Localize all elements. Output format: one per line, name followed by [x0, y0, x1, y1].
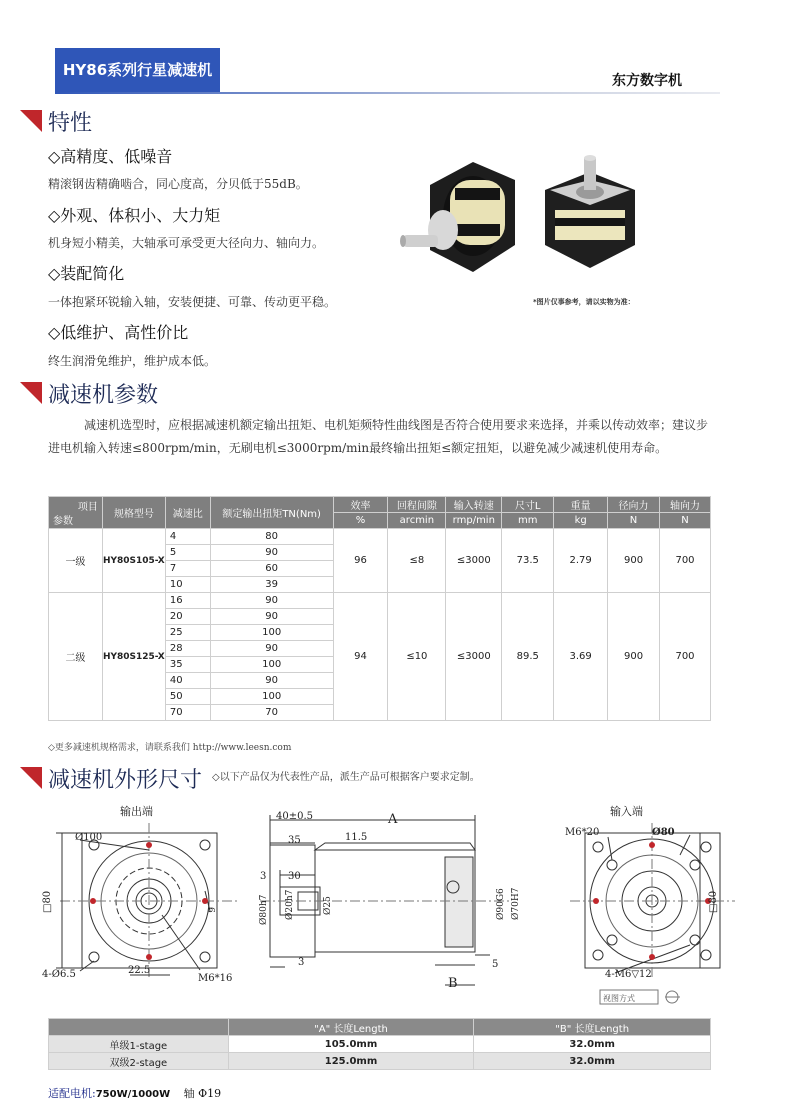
params-table	[48, 496, 711, 721]
length-cell: 73.5	[502, 529, 554, 593]
dim-B: B	[448, 976, 458, 991]
model-cell: HY80S125-X	[102, 593, 165, 721]
dim-3b: 3	[298, 957, 305, 968]
corner-cell	[49, 497, 103, 529]
dim-m6-16: M6*16	[198, 973, 233, 984]
length-b: 32.0mm	[474, 1053, 711, 1070]
backlash-cell: ≤10	[388, 593, 446, 721]
ratio-cell: 25	[165, 625, 210, 641]
motor-label: 适配电机:	[48, 1087, 96, 1100]
feature-desc-3: 一体抱紧环锐输入轴，安装便捷、可靠、传动更平稳。	[48, 295, 337, 309]
feature-desc-4: 终生润滑免维护，维护成本低。	[48, 354, 217, 368]
table-row	[49, 1053, 711, 1070]
unit-axial: N	[660, 513, 711, 529]
header-model: 规格型号	[102, 497, 165, 529]
length-header-b: "B" 长度Length	[474, 1019, 711, 1036]
features-heading: 特性	[48, 111, 93, 136]
length-cell: 89.5	[502, 593, 554, 721]
dim-22-5: 22.5	[128, 965, 151, 976]
dim-holes-in: 4-M6▽12	[605, 969, 652, 980]
dim-d80-in: Ø80	[652, 827, 675, 838]
header-backlash: 回程间隙	[388, 497, 446, 513]
axial-cell: 700	[660, 593, 711, 721]
stage-label: 单级1-stage	[49, 1036, 229, 1053]
feature-title-4: ◇低维护、高性价比	[48, 323, 189, 342]
shaft-label: 轴	[183, 1087, 195, 1100]
table-row	[49, 1036, 711, 1053]
radial-cell: 900	[608, 529, 660, 593]
more-specs-note: ◇更多减速机规格需求，请联系我们 http://www.leesn.com	[48, 743, 292, 753]
unit-efficiency: %	[333, 513, 388, 529]
torque-cell: 100	[210, 625, 333, 641]
section-marker	[20, 767, 42, 789]
output-end-label: 输出端	[120, 805, 153, 818]
ratio-cell: 40	[165, 673, 210, 689]
feature-title-3: ◇装配简化	[48, 264, 125, 283]
params-heading: 减速机参数	[48, 383, 159, 408]
ratio-cell: 7	[165, 561, 210, 577]
table-row	[49, 529, 711, 545]
dim-30: 30	[288, 871, 301, 882]
section-marker	[20, 382, 42, 404]
efficiency-cell: 94	[333, 593, 388, 721]
ratio-cell: 5	[165, 545, 210, 561]
params-intro: 减速机选型时，应根据减速机额定输出扭矩、电机矩频特性曲线图是否符合使用要求来选择，并乘以传动效率；建议步进电机输入转速≤800rpm/min，无刷电机≤3000rpm/min最终输出扭矩≤额定扭矩，以避免减少减速机使用寿命。	[48, 418, 709, 455]
torque-cell: 60	[210, 561, 333, 577]
torque-cell: 100	[210, 689, 333, 705]
feature-title-1: ◇高精度、低噪音	[48, 147, 173, 166]
torque-cell: 90	[210, 545, 333, 561]
series-title: HY86系列行星减速机	[55, 48, 220, 92]
dim-40: 40±0.5	[276, 811, 314, 822]
weight-cell: 3.69	[554, 593, 608, 721]
header-ratio: 减速比	[165, 497, 210, 529]
unit-radial: N	[608, 513, 660, 529]
dim-6: 6	[205, 907, 215, 913]
torque-cell: 90	[210, 641, 333, 657]
input-end-label: 输入端	[610, 805, 643, 818]
header-rule	[55, 92, 720, 94]
unit-backlash: arcmin	[388, 513, 446, 529]
brand-name: 东方数字机	[612, 73, 682, 89]
dim-sq80: □80	[42, 890, 53, 913]
weight-cell: 2.79	[554, 529, 608, 593]
torque-cell: 70	[210, 705, 333, 721]
torque-cell: 80	[210, 529, 333, 545]
dim-25: Ø25	[323, 896, 333, 915]
model-cell: HY80S105-X	[102, 529, 165, 593]
unit-length: mm	[502, 513, 554, 529]
product-photo	[395, 150, 645, 295]
dim-5: 5	[492, 959, 499, 970]
ratio-cell: 28	[165, 641, 210, 657]
dims-note: ◇以下产品仅为代表性产品，派生产品可根据客户要求定制。	[212, 772, 480, 783]
header-axial: 轴向力	[660, 497, 711, 513]
dim-holes-out: 4-Ø6.5	[42, 969, 76, 980]
length-header-blank	[49, 1019, 229, 1036]
view-style-label: 视图方式	[603, 994, 635, 1003]
shaft-value: Φ19	[198, 1087, 222, 1100]
dimension-drawing	[40, 795, 760, 1010]
corner-bottom: 参数	[53, 516, 73, 527]
dim-80h7: Ø80h7	[259, 894, 269, 925]
stage-label: 双级2-stage	[49, 1053, 229, 1070]
torque-cell: 39	[210, 577, 333, 593]
unit-speed: rmp/min	[446, 513, 502, 529]
dim-d100: Ø100	[75, 832, 103, 843]
stage-cell: 一级	[49, 529, 103, 593]
torque-cell: 90	[210, 673, 333, 689]
header-weight: 重量	[554, 497, 608, 513]
header-efficiency: 效率	[333, 497, 388, 513]
length-b: 32.0mm	[474, 1036, 711, 1053]
dim-20h7: Ø20h7	[285, 889, 295, 920]
feature-title-2: ◇外观、体积小、大力矩	[48, 206, 221, 225]
torque-cell: 90	[210, 609, 333, 625]
ratio-cell: 20	[165, 609, 210, 625]
header-length: 尺寸L	[502, 497, 554, 513]
unit-weight: kg	[554, 513, 608, 529]
radial-cell: 900	[608, 593, 660, 721]
dim-70h7: Ø70H7	[511, 887, 521, 920]
stage-cell: 二级	[49, 593, 103, 721]
dim-3a: 3	[260, 871, 267, 882]
footer-motor	[48, 1085, 221, 1101]
ratio-cell: 4	[165, 529, 210, 545]
axial-cell: 700	[660, 529, 711, 593]
torque-cell: 90	[210, 593, 333, 609]
photo-note: *图片仅事参考，请以实物为准：	[533, 298, 635, 306]
ratio-cell: 16	[165, 593, 210, 609]
feature-desc-2: 机身短小精美，大轴承可承受更大径向力、轴向力。	[48, 236, 325, 250]
backlash-cell: ≤8	[388, 529, 446, 593]
motor-value: 750W/1000W	[95, 1089, 171, 1100]
speed-cell: ≤3000	[446, 529, 502, 593]
speed-cell: ≤3000	[446, 593, 502, 721]
dim-11-5: 11.5	[345, 832, 368, 843]
length-a: 125.0mm	[228, 1053, 474, 1070]
header-speed: 输入转速	[446, 497, 502, 513]
table-row	[49, 593, 711, 609]
efficiency-cell: 96	[333, 529, 388, 593]
ratio-cell: 70	[165, 705, 210, 721]
dim-A: A	[388, 812, 398, 827]
ratio-cell: 35	[165, 657, 210, 673]
dim-sq80-in: □80	[708, 890, 719, 913]
dim-90g6: Ø90G6	[496, 888, 506, 920]
section-marker	[20, 110, 42, 132]
dims-heading: 减速机外形尺寸	[48, 768, 203, 793]
header-radial: 径向力	[608, 497, 660, 513]
corner-top: 项目	[77, 502, 98, 513]
torque-cell: 100	[210, 657, 333, 673]
ratio-cell: 10	[165, 577, 210, 593]
header-torque: 额定输出扭矩TN(Nm)	[210, 497, 333, 529]
feature-desc-1: 精滚钢齿精确啮合，同心度高，分贝低于55dB。	[48, 177, 308, 191]
ratio-cell: 50	[165, 689, 210, 705]
dim-35: 35	[288, 835, 301, 846]
length-a: 105.0mm	[228, 1036, 474, 1053]
length-table	[48, 1018, 711, 1070]
length-header-a: "A" 长度Length	[228, 1019, 474, 1036]
dim-m6-20: M6*20	[565, 827, 600, 838]
